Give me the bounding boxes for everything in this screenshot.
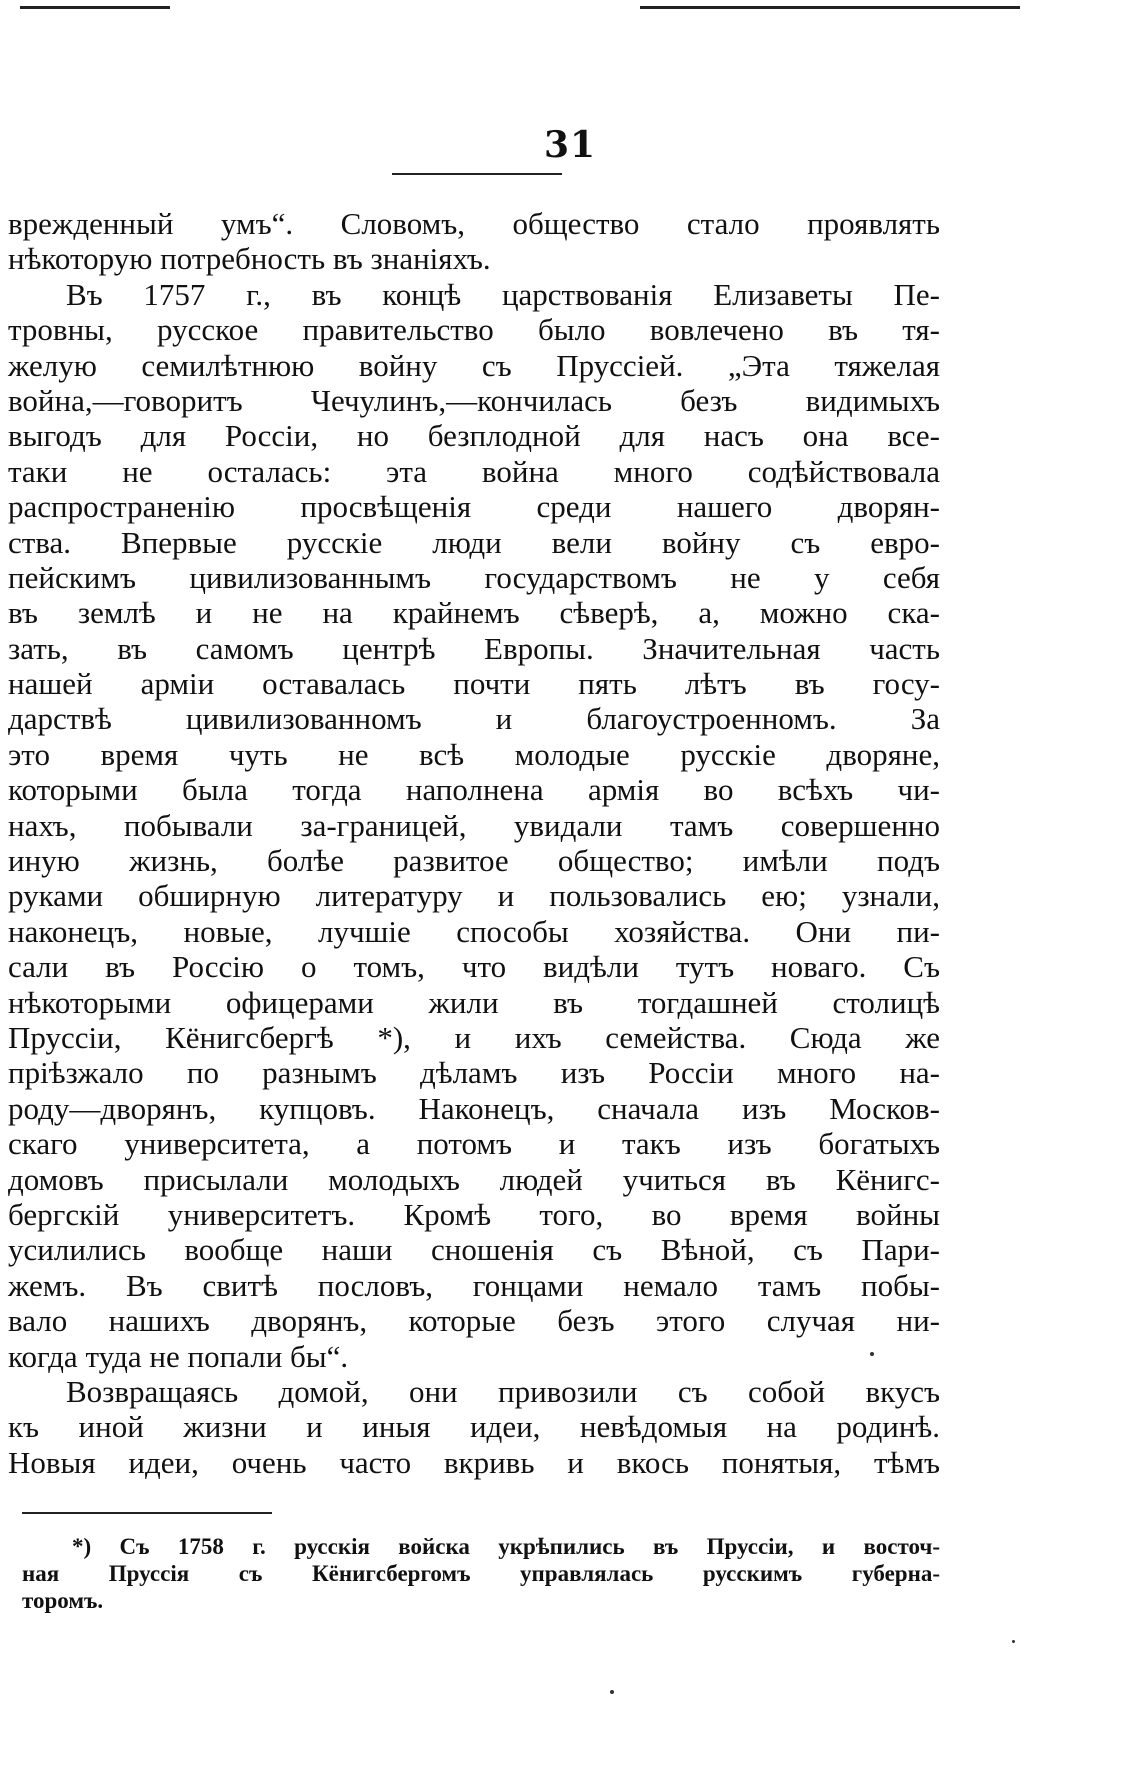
page-number-rule: [392, 173, 562, 175]
text-line: зать, въ самомъ центрѣ Европы. Значительная часть: [8, 630, 940, 666]
text-line: тровны, русское правительство было вовлечено въ тя-: [8, 312, 940, 348]
text-line: роду—дворянъ, купцовъ. Наконецъ, сначала изъ Москов-: [8, 1090, 940, 1126]
footnote-line: *) Съ 1758 г. русскія войска укрѣпились въ Пруссіи, и восточ-: [72, 1534, 940, 1559]
text-line: распространенію просвѣщенія среди нашего дворян-: [8, 489, 940, 525]
text-line: когда туда не попали бы“.: [8, 1338, 349, 1374]
text-line: нѣкоторыми офицерами жили въ тогдашней столицѣ: [8, 984, 940, 1020]
text-line: таки не осталась: эта война много содѣйствовала: [8, 453, 940, 489]
text-line: война,—говоритъ Чечулинъ,—кончилась безъ видимыхъ: [8, 382, 940, 418]
text-line: въ землѣ и не на крайнемъ сѣверѣ, а, можно ска-: [8, 595, 940, 631]
text-line: наконецъ, новые, лучшіе способы хозяйства. Они пи-: [8, 913, 940, 949]
text-line: Въ 1757 г., въ концѣ царствованія Елизаветы Пе-: [66, 276, 940, 312]
text-line: скаго университета, а потомъ и такъ изъ богатыхъ: [8, 1126, 940, 1162]
text-line: усилились вообще наши сношенія съ Вѣной, съ Пари-: [8, 1232, 940, 1268]
text-line: нѣкоторую потребность въ знаніяхъ.: [8, 241, 491, 277]
footnote-line: ная Пруссія съ Кёнигсбергомъ управлялась русскимъ губерна-: [22, 1561, 940, 1586]
text-line: нашей арміи оставалась почти пять лѣтъ въ госу-: [8, 666, 940, 702]
footnote-line: торомъ.: [22, 1588, 104, 1613]
text-line: сали въ Россію о томъ, что видѣли тутъ новаго. Съ: [8, 949, 940, 985]
text-line: которыми была тогда наполнена армія во всѣхъ чи-: [8, 772, 940, 808]
text-line: нахъ, побывали за-границей, увидали тамъ совершенно: [8, 807, 940, 843]
text-line: руками обширную литературу и пользовались ею; узнали,: [8, 878, 940, 914]
text-line: желую семилѣтнюю войну съ Пруссіей. „Эта тяжелая: [8, 347, 940, 383]
text-line: выгодъ для Россіи, но безплодной для насъ она все-: [8, 418, 940, 454]
footnote-rule: [22, 1512, 272, 1514]
top-scan-rule-right: [640, 6, 1020, 9]
scan-speck: [1012, 1640, 1015, 1643]
text-line: домовъ присылали молодыхъ людей учиться въ Кёнигс-: [8, 1161, 940, 1197]
text-line: врежденный умъ“. Словомъ, общество стало проявлять: [8, 206, 940, 241]
text-line: жемъ. Въ свитѣ пословъ, гонцами немало тамъ побы-: [8, 1267, 940, 1303]
scan-speck: [610, 1690, 614, 1694]
text-line: дарствѣ цивилизованномъ и благоустроенномъ. За: [8, 701, 940, 737]
text-line: Новыя идеи, очень часто вкривь и вкось понятыя, тѣмъ: [8, 1444, 940, 1480]
text-line: къ иной жизни и иныя идеи, невѣдомыя на родинѣ.: [8, 1409, 940, 1445]
text-line: вало нашихъ дворянъ, которые безъ этого случая ни-: [8, 1303, 940, 1339]
top-scan-rule-left: [20, 6, 170, 9]
footnote: [22, 1533, 940, 1614]
scan-speck: [870, 1352, 874, 1356]
text-line: бергскій университетъ. Кромѣ того, во время войны: [8, 1196, 940, 1232]
text-line: это время чуть не всѣ молодые русскіе дворяне,: [8, 736, 940, 772]
text-line: Возвращаясь домой, они привозили съ собой вкусъ: [66, 1373, 940, 1409]
text-line: ства. Впервые русскіе люди вели войну съ евро-: [8, 524, 940, 560]
body-text: [8, 206, 940, 1480]
text-line: пейскимъ цивилизованнымъ государствомъ не у себя: [8, 559, 940, 595]
text-line: Пруссіи, Кёнигсбергѣ *), и ихъ семейства. Сюда же: [8, 1019, 940, 1055]
text-line: иную жизнь, болѣе развитое общество; имѣли подъ: [8, 843, 940, 879]
text-line: пріѣзжало по разнымъ дѣламъ изъ Россіи много на-: [8, 1055, 940, 1091]
page-number: 31: [543, 124, 597, 166]
